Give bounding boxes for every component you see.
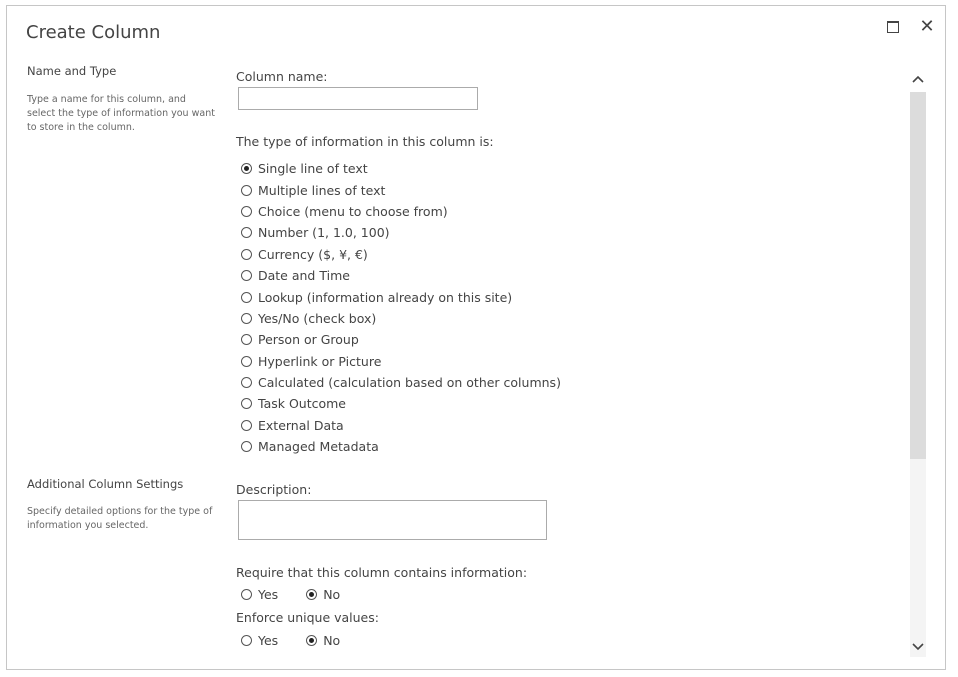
radio-button[interactable] [241,270,252,281]
column-name-input[interactable] [238,87,478,110]
radio-button[interactable] [241,441,252,452]
require-radio-group [241,584,368,605]
dialog-title: Create Column [26,22,161,43]
column-name-label: Column name: [236,69,328,84]
description-input[interactable] [238,500,547,540]
column-type-option-label: Person or Group [258,332,359,348]
unique-radio-group [241,630,368,651]
column-type-option[interactable] [241,415,561,436]
column-type-option-label: Yes/No (check box) [258,310,377,326]
description-label: Description: [236,482,312,497]
column-type-option[interactable] [241,158,561,179]
radio-button[interactable] [241,356,252,367]
column-type-option-label: Managed Metadata [258,439,379,455]
radio-button[interactable] [241,635,252,646]
scroll-down-button[interactable] [909,636,927,658]
maximize-icon [887,21,899,33]
maximize-button[interactable] [885,18,903,36]
dialog-content [7,61,909,661]
require-option-label: No [323,587,341,603]
close-button[interactable] [918,18,936,36]
vertical-scrollbar[interactable] [909,64,927,664]
column-type-option-label: Number (1, 1.0, 100) [258,225,390,241]
chevron-down-icon [912,643,924,651]
require-option[interactable] [306,584,340,605]
create-column-dialog [6,5,946,670]
unique-option-label: Yes [258,633,279,649]
require-label: Require that this column contains information: [236,565,528,580]
radio-button[interactable] [306,589,317,600]
column-type-radio-group [241,158,561,457]
unique-option[interactable] [241,630,278,651]
additional-settings-title: Additional Column Settings [27,477,184,491]
column-type-option[interactable] [241,244,561,265]
column-type-option-label: Choice (menu to choose from) [258,203,448,219]
column-type-option[interactable] [241,393,561,414]
close-icon: ✕ [919,16,935,37]
radio-button[interactable] [241,292,252,303]
column-type-option-label: Task Outcome [258,396,347,412]
column-type-option[interactable] [241,329,561,350]
radio-button[interactable] [241,313,252,324]
column-type-option-label: Date and Time [258,268,350,284]
column-type-option-label: Lookup (information already on this site) [258,289,513,305]
column-type-option-label: Multiple lines of text [258,182,386,198]
column-type-option[interactable] [241,436,561,457]
column-type-option[interactable] [241,265,561,286]
column-type-option[interactable] [241,222,561,243]
type-label: The type of information in this column is: [236,134,494,149]
scroll-track[interactable] [910,92,926,657]
additional-settings-description: Specify detailed options for the type of information you selected. [27,506,213,531]
unique-option-label: No [323,633,341,649]
radio-button[interactable] [241,227,252,238]
radio-button[interactable] [241,589,252,600]
column-type-option[interactable] [241,201,561,222]
radio-button[interactable] [241,163,252,174]
radio-button[interactable] [241,206,252,217]
unique-label: Enforce unique values: [236,610,379,625]
column-type-option[interactable] [241,286,561,307]
column-type-option[interactable] [241,179,561,200]
scroll-thumb[interactable] [910,92,926,459]
require-option[interactable] [241,584,278,605]
column-type-option-label: Calculated (calculation based on other columns) [258,375,561,391]
radio-button[interactable] [241,185,252,196]
column-type-option-label: Single line of text [258,161,368,177]
scroll-up-button[interactable] [909,68,927,90]
column-type-option-label: External Data [258,417,344,433]
unique-option[interactable] [306,630,340,651]
name-and-type-description: Type a name for this column, and select the type of information you want to store in the column. [27,94,215,133]
radio-button[interactable] [241,377,252,388]
radio-button[interactable] [241,398,252,409]
column-type-option-label: Hyperlink or Picture [258,353,382,369]
radio-button[interactable] [306,635,317,646]
column-type-option-label: Currency ($, ¥, €) [258,246,368,262]
name-and-type-title: Name and Type [27,64,117,78]
column-type-option[interactable] [241,308,561,329]
radio-button[interactable] [241,420,252,431]
chevron-up-icon [912,75,924,83]
require-option-label: Yes [258,587,279,603]
column-type-option[interactable] [241,351,561,372]
radio-button[interactable] [241,249,252,260]
column-type-option[interactable] [241,372,561,393]
radio-button[interactable] [241,334,252,345]
